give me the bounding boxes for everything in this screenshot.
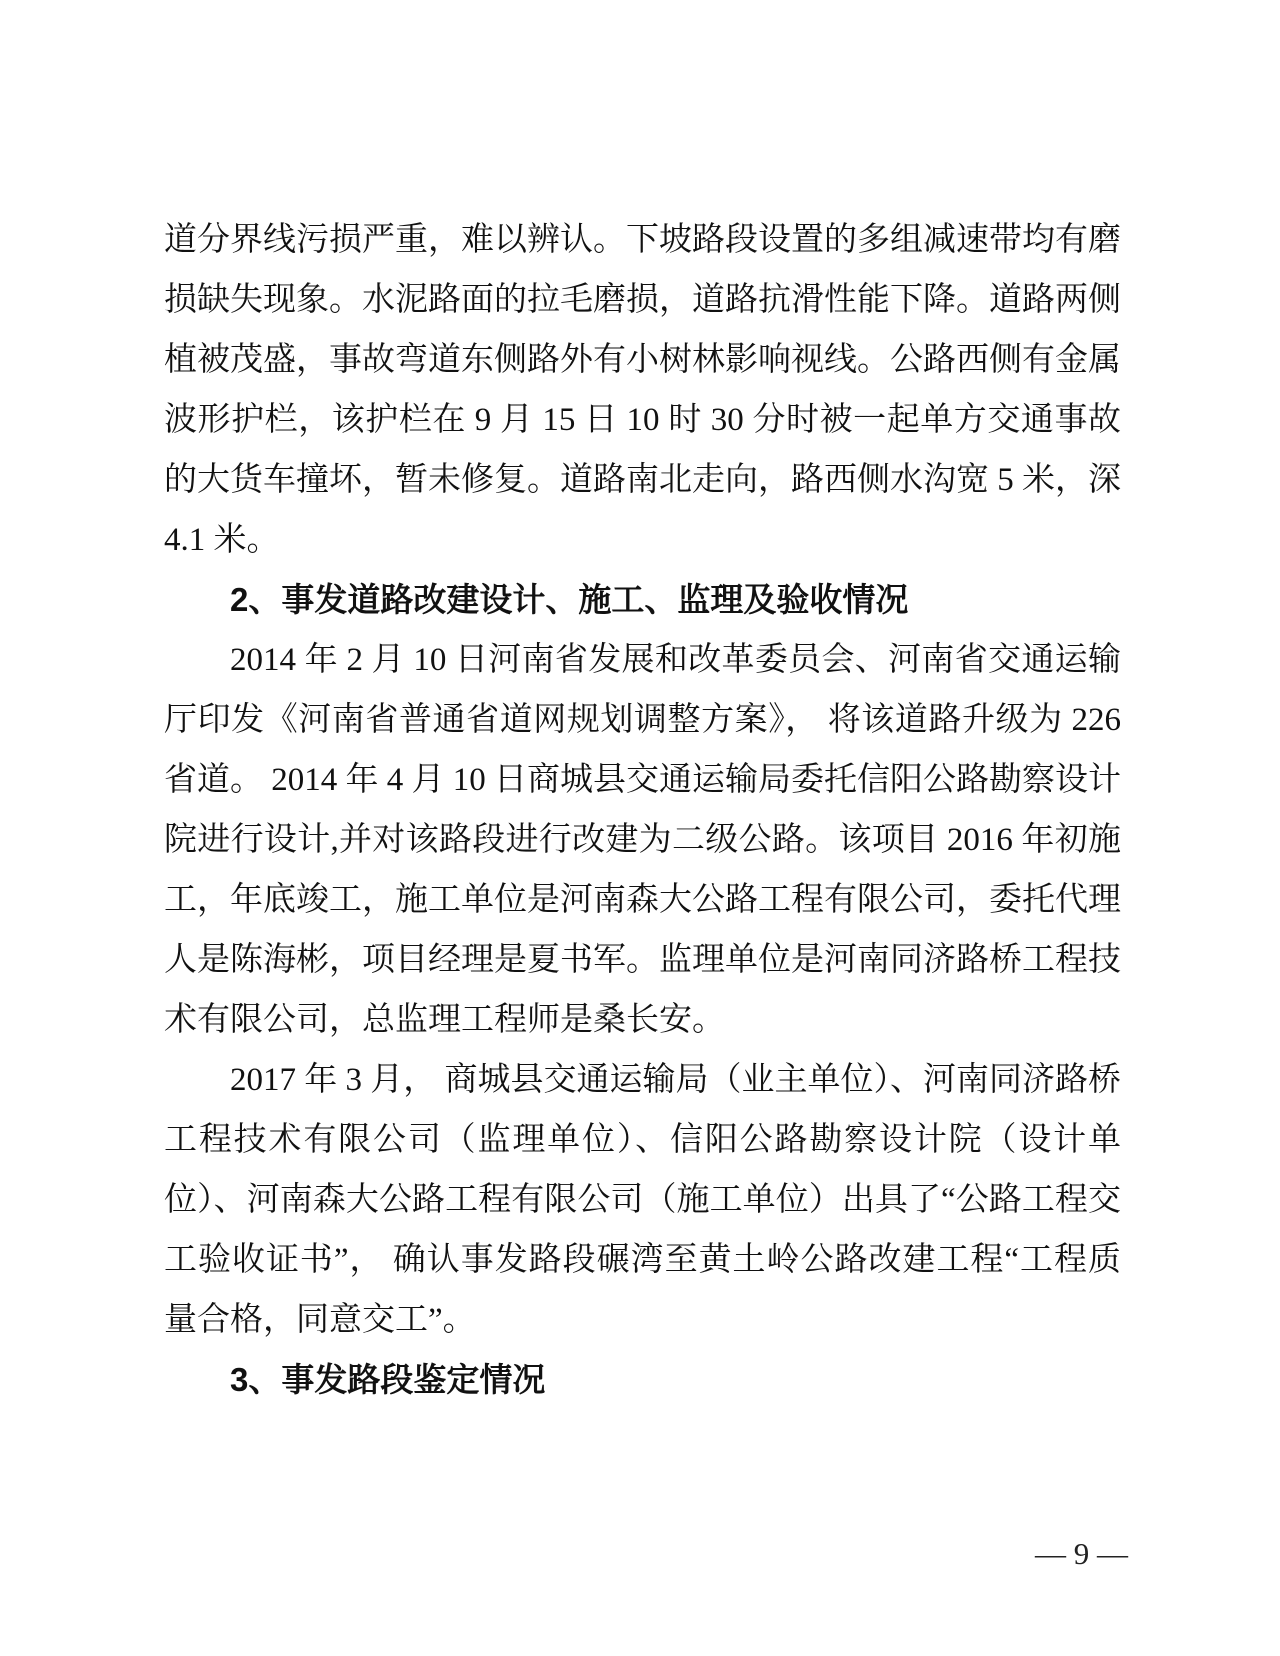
paragraph-reconstruction-history: 2014 年 2 月 10 日河南省发展和改革委员会、河南省交通运输厅印发《河南省普通省道网规划调整方案》， 将该道路升级为 226 省道。 2014 年 4 月 10 日商城县交通运输局委托信阳公路勘察设计院进行设计,并对该路段进行改建为二级公路。该项目 2016 年初施工，年底竣工，施工单位是河南森大公路工程有限公司，委托代理人是陈海彬，项目经理是夏书军。监理单位是河南同济路桥工程技术有限公司，总监理工程师是桑长安。 <box>164 642 1121 1038</box>
document-body <box>164 210 1121 1410</box>
page-number: — 9 — <box>1035 1536 1128 1571</box>
section-heading-appraisal: 3、事发路段鉴定情况 <box>230 1361 546 1398</box>
paragraph-road-condition: 道分界线污损严重，难以辨认。下坡路段设置的多组减速带均有磨损缺失现象。水泥路面的拉毛磨损，道路抗滑性能下降。道路两侧植被茂盛，事故弯道东侧路外有小树林影响视线。公路西侧有金属波形护栏，该护栏在 9 月 15 日 10 时 30 分时被一起单方交通事故的大货车撞坏，暂未修复。道路南北走向，路西侧水沟宽 5 米，深 4.1 米。 <box>164 222 1121 558</box>
paragraph-handover-acceptance: 2017 年 3 月， 商城县交通运输局（业主单位）、河南同济路桥工程技术有限公司（监理单位）、信阳公路勘察设计院（设计单位）、河南森大公路工程有限公司（施工单位）出具了“公路工程交工验收证书”， 确认事发路段碾湾至黄土岭公路改建工程“工程质量合格，同意交工”。 <box>164 1062 1121 1338</box>
section-heading-design-construction: 2、事发道路改建设计、施工、监理及验收情况 <box>230 581 909 618</box>
